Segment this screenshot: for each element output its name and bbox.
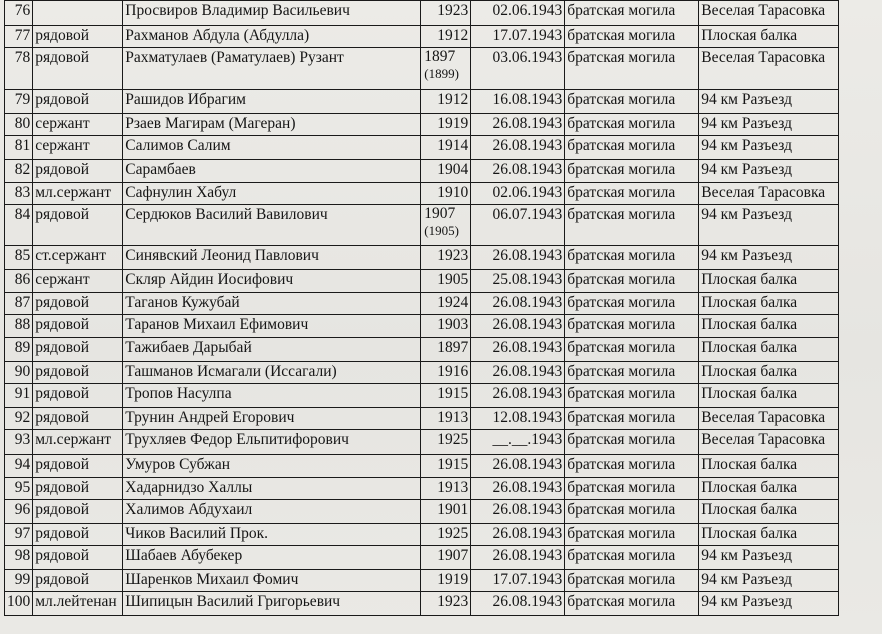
death-date-cell: 26.08.1943 (471, 246, 565, 270)
burial-type-cell: братская могила (565, 455, 699, 478)
name-cell: Тажибаев Дарыбай (123, 338, 421, 362)
name-cell: Сафнулин Хабул (123, 183, 421, 205)
rank-cell: рядовой (33, 26, 123, 48)
burial-type-cell: братская могила (565, 246, 699, 270)
table-row (5, 570, 839, 592)
rank-cell: сержант (33, 114, 123, 136)
table-row (5, 592, 839, 616)
table-row (5, 114, 839, 136)
death-date-cell: 26.08.1943 (471, 546, 565, 570)
death-date-cell: 02.06.1943 (471, 183, 565, 205)
row-number: 97 (5, 524, 33, 546)
name-cell: Ташманов Исмагали (Иссагали) (123, 362, 421, 384)
rank-cell: рядовой (33, 293, 123, 315)
burial-place-cell: Веселая Тарасовка (699, 430, 839, 455)
alt-birth-year: (1905) (424, 223, 459, 238)
table-row (5, 293, 839, 315)
table-row (5, 205, 839, 246)
table-row (5, 408, 839, 430)
burial-type-cell: братская могила (565, 546, 699, 570)
rank-cell: рядовой (33, 455, 123, 478)
burial-type-cell: братская могила (565, 408, 699, 430)
birth-year-cell: 1912 (421, 26, 471, 48)
birth-year-cell: 1924 (421, 293, 471, 315)
burial-place-cell: Плоская балка (699, 455, 839, 478)
row-number: 91 (5, 384, 33, 408)
death-date-cell: 25.08.1943 (471, 270, 565, 293)
burial-place-cell: 94 км Разъезд (699, 570, 839, 592)
burial-type-cell: братская могила (565, 114, 699, 136)
death-date-cell: 26.08.1943 (471, 114, 565, 136)
death-date-cell: 16.08.1943 (471, 90, 565, 114)
birth-year-cell: 1904 (421, 160, 471, 183)
birth-year: 1907 (424, 205, 456, 222)
birth-year-cell: 1925 (421, 524, 471, 546)
table-row (5, 338, 839, 362)
birth-year-cell: 1901 (421, 500, 471, 524)
table-row (5, 160, 839, 183)
table-row (5, 90, 839, 114)
table-row (5, 26, 839, 48)
rank-cell: рядовой (33, 338, 123, 362)
name-cell: Шабаев Абубекер (123, 546, 421, 570)
burial-place-cell: Плоская балка (699, 384, 839, 408)
name-cell: Шаренков Михаил Фомич (123, 570, 421, 592)
roster-body (5, 1, 839, 616)
rank-cell: ст.сержант (33, 246, 123, 270)
row-number: 77 (5, 26, 33, 48)
birth-year-cell: 1912 (421, 90, 471, 114)
burial-place-cell: 94 км Разъезд (699, 136, 839, 160)
row-number: 93 (5, 430, 33, 455)
name-cell: Синявский Леонид Павлович (123, 246, 421, 270)
death-date-cell: 06.07.1943 (471, 205, 565, 246)
birth-year-cell: 1913 (421, 408, 471, 430)
death-date-cell: 03.06.1943 (471, 48, 565, 90)
row-number: 81 (5, 136, 33, 160)
table-row (5, 315, 839, 338)
birth-year-cell: 1919 (421, 570, 471, 592)
row-number: 95 (5, 478, 33, 500)
burial-place-cell: 94 км Разъезд (699, 205, 839, 246)
birth-year-cell: 1916 (421, 362, 471, 384)
birth-year-cell: 1923 (421, 246, 471, 270)
death-date-cell: 26.08.1943 (471, 524, 565, 546)
name-cell: Шипицын Василий Григорьевич (123, 592, 421, 616)
burial-place-cell: 94 км Разъезд (699, 114, 839, 136)
name-cell: Рахматулаев (Раматулаев) Рузант (123, 48, 421, 90)
rank-cell: сержант (33, 136, 123, 160)
birth-year-cell: 1913 (421, 478, 471, 500)
birth-year-cell: 1905 (421, 270, 471, 293)
burial-place-cell: Веселая Тарасовка (699, 1, 839, 26)
name-cell: Халимов Абдухаил (123, 500, 421, 524)
rank-cell: рядовой (33, 546, 123, 570)
burial-place-cell: 94 км Разъезд (699, 246, 839, 270)
row-number: 76 (5, 1, 33, 26)
death-date-cell: 26.08.1943 (471, 293, 565, 315)
burial-type-cell: братская могила (565, 592, 699, 616)
table-row (5, 524, 839, 546)
burial-place-cell: Веселая Тарасовка (699, 408, 839, 430)
rank-cell: рядовой (33, 478, 123, 500)
birth-year-cell: 1907 (421, 546, 471, 570)
burial-place-cell: 94 км Разъезд (699, 160, 839, 183)
table-row (5, 384, 839, 408)
death-date-cell: 26.08.1943 (471, 338, 565, 362)
birth-year: 1897 (424, 48, 456, 65)
death-date-cell: 12.08.1943 (471, 408, 565, 430)
row-number: 88 (5, 315, 33, 338)
burial-type-cell: братская могила (565, 362, 699, 384)
death-date-cell: 02.06.1943 (471, 1, 565, 26)
birth-year-cell: 1915 (421, 384, 471, 408)
burial-type-cell: братская могила (565, 430, 699, 455)
table-row (5, 270, 839, 293)
name-cell: Просвиров Владимир Васильевич (123, 1, 421, 26)
rank-cell: мл.сержант (33, 183, 123, 205)
row-number: 89 (5, 338, 33, 362)
name-cell: Умуров Субжан (123, 455, 421, 478)
row-number: 87 (5, 293, 33, 315)
birth-year-cell: 1919 (421, 114, 471, 136)
burial-type-cell: братская могила (565, 26, 699, 48)
burial-type-cell: братская могила (565, 48, 699, 90)
rank-cell: мл.сержант (33, 430, 123, 455)
burial-type-cell: братская могила (565, 90, 699, 114)
table-row (5, 430, 839, 455)
burial-place-cell: Плоская балка (699, 293, 839, 315)
row-number: 83 (5, 183, 33, 205)
burial-place-cell: Плоская балка (699, 478, 839, 500)
rank-cell: рядовой (33, 524, 123, 546)
rank-cell: сержант (33, 270, 123, 293)
burial-type-cell: братская могила (565, 315, 699, 338)
row-number: 84 (5, 205, 33, 246)
burial-type-cell: братская могила (565, 500, 699, 524)
death-date-cell: 26.08.1943 (471, 136, 565, 160)
rank-cell: рядовой (33, 570, 123, 592)
name-cell: Хадарнидзо Халлы (123, 478, 421, 500)
name-cell: Скляр Айдин Иосифович (123, 270, 421, 293)
birth-year-cell: 1897 (421, 338, 471, 362)
row-number: 92 (5, 408, 33, 430)
death-date-cell: 26.08.1943 (471, 478, 565, 500)
table-row (5, 546, 839, 570)
rank-cell: рядовой (33, 90, 123, 114)
table-row (5, 362, 839, 384)
name-cell: Сердюков Василий Вавилович (123, 205, 421, 246)
burial-place-cell: Плоская балка (699, 315, 839, 338)
burial-type-cell: братская могила (565, 570, 699, 592)
name-cell: Таранов Михаил Ефимович (123, 315, 421, 338)
alt-birth-year: (1899) (424, 66, 459, 81)
burial-place-cell: Веселая Тарасовка (699, 183, 839, 205)
birth-year-cell: 1923 (421, 1, 471, 26)
name-cell: Тропов Насулпа (123, 384, 421, 408)
row-number: 94 (5, 455, 33, 478)
row-number: 100 (5, 592, 33, 616)
death-date-cell: 17.07.1943 (471, 570, 565, 592)
table-row (5, 1, 839, 26)
rank-cell: мл.лейтенан (33, 592, 123, 616)
table-row (5, 183, 839, 205)
burial-type-cell: братская могила (565, 136, 699, 160)
burial-place-cell: Веселая Тарасовка (699, 48, 839, 90)
birth-year-cell (421, 48, 471, 90)
burial-type-cell: братская могила (565, 1, 699, 26)
burial-place-cell: 94 км Разъезд (699, 90, 839, 114)
burial-place-cell: 94 км Разъезд (699, 592, 839, 616)
burial-place-cell: Плоская балка (699, 362, 839, 384)
death-date-cell: 17.07.1943 (471, 26, 565, 48)
birth-year-cell: 1903 (421, 315, 471, 338)
rank-cell (33, 1, 123, 26)
name-cell: Рзаев Магирам (Магеран) (123, 114, 421, 136)
table-row (5, 455, 839, 478)
death-date-cell: 26.08.1943 (471, 362, 565, 384)
row-number: 99 (5, 570, 33, 592)
birth-year-cell: 1923 (421, 592, 471, 616)
row-number: 86 (5, 270, 33, 293)
burial-roster-table (4, 0, 839, 616)
row-number: 96 (5, 500, 33, 524)
burial-type-cell: братская могила (565, 478, 699, 500)
row-number: 78 (5, 48, 33, 90)
birth-year-cell: 1915 (421, 455, 471, 478)
name-cell: Таганов Кужубай (123, 293, 421, 315)
name-cell: Трунин Андрей Егорович (123, 408, 421, 430)
burial-place-cell: Плоская балка (699, 26, 839, 48)
burial-type-cell: братская могила (565, 205, 699, 246)
burial-type-cell: братская могила (565, 160, 699, 183)
rank-cell: рядовой (33, 48, 123, 90)
name-cell: Трухляев Федор Ельпитифорович (123, 430, 421, 455)
table-row (5, 136, 839, 160)
row-number: 80 (5, 114, 33, 136)
row-number: 98 (5, 546, 33, 570)
row-number: 82 (5, 160, 33, 183)
burial-place-cell: Плоская балка (699, 270, 839, 293)
table-row (5, 48, 839, 90)
burial-type-cell: братская могила (565, 384, 699, 408)
death-date-cell: 26.08.1943 (471, 315, 565, 338)
burial-type-cell: братская могила (565, 270, 699, 293)
death-date-cell: 26.08.1943 (471, 455, 565, 478)
burial-place-cell: Плоская балка (699, 338, 839, 362)
birth-year-cell (421, 205, 471, 246)
name-cell: Салимов Салим (123, 136, 421, 160)
row-number: 90 (5, 362, 33, 384)
rank-cell: рядовой (33, 384, 123, 408)
birth-year-cell: 1910 (421, 183, 471, 205)
rank-cell: рядовой (33, 205, 123, 246)
death-date-cell: 26.08.1943 (471, 384, 565, 408)
death-date-cell: __.__.1943 (471, 430, 565, 455)
burial-place-cell: 94 км Разъезд (699, 546, 839, 570)
table-row (5, 500, 839, 524)
name-cell: Сарамбаев (123, 160, 421, 183)
name-cell: Чиков Василий Прок. (123, 524, 421, 546)
burial-type-cell: братская могила (565, 524, 699, 546)
rank-cell: рядовой (33, 500, 123, 524)
death-date-cell: 26.08.1943 (471, 592, 565, 616)
rank-cell: рядовой (33, 315, 123, 338)
row-number: 85 (5, 246, 33, 270)
burial-place-cell: Плоская балка (699, 500, 839, 524)
burial-type-cell: братская могила (565, 338, 699, 362)
table-row (5, 246, 839, 270)
burial-type-cell: братская могила (565, 183, 699, 205)
name-cell: Рахманов Абдула (Абдулла) (123, 26, 421, 48)
birth-year-cell: 1925 (421, 430, 471, 455)
row-number: 79 (5, 90, 33, 114)
rank-cell: рядовой (33, 362, 123, 384)
death-date-cell: 26.08.1943 (471, 160, 565, 183)
rank-cell: рядовой (33, 408, 123, 430)
rank-cell: рядовой (33, 160, 123, 183)
name-cell: Рашидов Ибрагим (123, 90, 421, 114)
table-row (5, 478, 839, 500)
burial-place-cell: Плоская балка (699, 524, 839, 546)
birth-year-cell: 1914 (421, 136, 471, 160)
burial-type-cell: братская могила (565, 293, 699, 315)
death-date-cell: 26.08.1943 (471, 500, 565, 524)
